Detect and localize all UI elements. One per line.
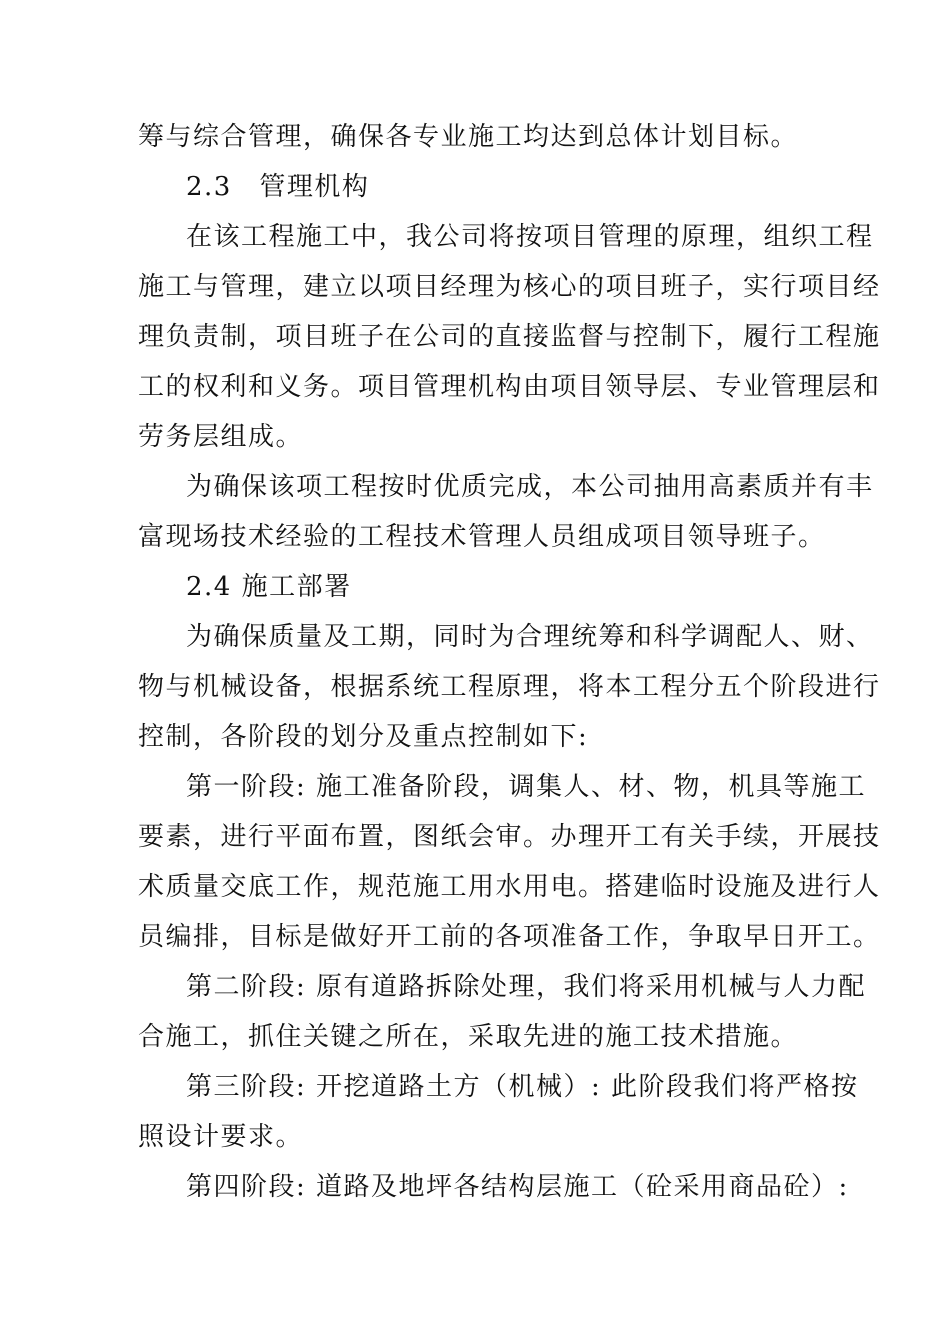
text-line [0,962,950,1012]
text-line-content: 要素，进行平面布置，图纸会审。办理开工有关手续，开展技 [138,822,881,852]
text-line-content: 富现场技术经验的工程技术管理人员组成项目领导班子。 [138,522,826,552]
text-line [0,762,950,812]
text-line [0,712,950,762]
section-heading-2-3 [0,162,950,212]
text-line [0,1012,950,1062]
text-line-content: 第一阶段: 施工准备阶段，调集人、材、物，机具等施工 [186,772,867,802]
text-line-content: 术质量交底工作，规范施工用水用电。搭建临时设施及进行人 [138,872,881,902]
text-line-content: 控制，各阶段的划分及重点控制如下: [138,722,589,752]
text-line-content: 合施工，抓住关键之所在，采取先进的施工技术措施。 [138,1022,799,1052]
text-line-content: 员编排，目标是做好开工前的各项准备工作，争取早日开工。 [138,922,881,952]
text-line [0,812,950,862]
text-line [0,612,950,662]
text-line-content: 照设计要求。 [138,1122,304,1152]
text-line [0,112,950,162]
text-line [0,662,950,712]
text-line [0,412,950,462]
text-line [0,262,950,312]
text-line-content: 施工与管理，建立以项目经理为核心的项目班子，实行项目经 [138,272,881,302]
text-line [0,462,950,512]
text-line [0,862,950,912]
text-line-content: 第四阶段: 道路及地坪各结构层施工（砼采用商品砼）: [186,1172,849,1202]
text-line-content: 劳务层组成。 [138,422,304,452]
text-line [0,1112,950,1162]
text-line-content: 在该工程施工中，我公司将按项目管理的原理，组织工程 [186,222,874,252]
text-line [0,312,950,362]
text-line [0,1162,950,1212]
section-heading-text: 2.3 管理机构 [186,172,370,202]
section-heading-2-4 [0,562,950,612]
text-line-content: 筹与综合管理，确保各专业施工均达到总体计划目标。 [138,122,799,152]
text-line-content: 物与机械设备，根据系统工程原理，将本工程分五个阶段进行 [138,672,881,702]
text-line [0,1062,950,1112]
text-line-content: 为确保质量及工期，同时为合理统筹和科学调配人、财、 [186,622,874,652]
text-line-content: 第三阶段: 开挖道路土方（机械）: 此阶段我们将严格按 [186,1072,859,1102]
text-line-content: 第二阶段: 原有道路拆除处理，我们将采用机械与人力配 [186,972,867,1002]
text-line [0,212,950,262]
text-line [0,512,950,562]
text-line-content: 工的权利和义务。项目管理机构由项目领导层、专业管理层和 [138,372,881,402]
text-line [0,912,950,962]
text-line-content: 理负责制，项目班子在公司的直接监督与控制下，履行工程施 [138,322,881,352]
text-line-content: 为确保该项工程按时优质完成，本公司抽用高素质并有丰 [186,472,874,502]
text-line [0,362,950,412]
section-heading-text: 2.4 施工部署 [186,572,352,602]
